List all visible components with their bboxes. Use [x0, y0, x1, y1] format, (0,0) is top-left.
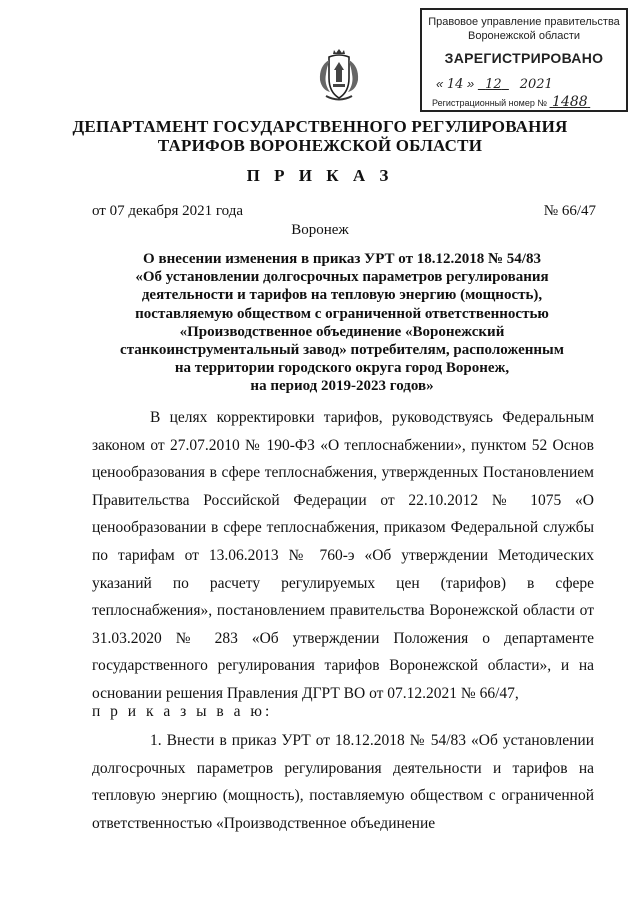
stamp-date-day: 14	[446, 77, 464, 92]
document-number: № 66/47	[543, 203, 596, 219]
stamp-date-month: 12	[485, 77, 502, 92]
stamp-date-year: 2021	[519, 77, 553, 92]
subject-line: «Производственное объединение «Воронежский	[179, 323, 505, 340]
document-subject	[92, 250, 592, 396]
subject-line: на период 2019-2023 годов»	[250, 378, 434, 395]
stamp-org-line2: Воронежской области	[467, 30, 580, 42]
registration-stamp	[420, 8, 628, 112]
stamp-registered: ЗАРЕГИСТРИРОВАНО	[444, 50, 604, 66]
department-title-line2: ТАРИФОВ ВОРОНЕЖСКОЙ ОБЛАСТИ	[157, 136, 483, 155]
document-type: П Р И К А З	[246, 166, 394, 185]
subject-line: станкоинструментальный завод» потребителям, расположенным	[120, 342, 564, 359]
stamp-reg-label: Регистрационный номер №	[432, 98, 548, 108]
order-item-1: 1. Внести в приказ УРТ от 18.12.2018 № 54/83 «Об установлении долгосрочных параметров регулирования деятельности и тарифов на тепловую энергию (мощность), поставляемую обществом с ограниченной ответственностью «Производственное объединение	[92, 732, 594, 832]
subject-line: «Об установлении долгосрочных параметров регулирования	[135, 269, 549, 286]
document-city: Воронеж	[291, 222, 349, 238]
stamp-date: « 14 » 12 2021	[436, 76, 553, 92]
department-title-line1: ДЕПАРТАМЕНТ ГОСУДАРСТВЕННОГО РЕГУЛИРОВАНИЯ	[72, 117, 568, 136]
coat-of-arms-icon	[316, 48, 362, 104]
subject-line: на территории городского округа город Воронеж,	[174, 360, 510, 377]
stamp-reg-value: 1488	[552, 94, 588, 110]
stamp-org-line1: Правовое управление правительства	[428, 16, 620, 28]
order-word: п р и к а з ы в а ю:	[92, 703, 273, 720]
stamp-reg-number	[432, 94, 590, 110]
preamble-paragraph: В целях корректировки тарифов, руководствуясь Федеральным законом от 27.07.2010 № 190-ФЗ «О теплоснабжении», пунктом 52 Основ ценообразования в сфере теплоснабжения, утвержденных Постановлением Правительства Российской Федерации от 22.10.2012 № 1075 «О ценообразовании в сфере теплоснабжения, приказом Федеральной службы по тарифам от 13.06.2013 № 760-э «Об утверждении Методических указаний по расчету регулируемых цен (тарифов) в сфере теплоснабжения», постановлением правительства Воронежской области от 31.03.2020 № 283 «Об утверждении Положения о департаменте государственного регулирования тарифов Воронежской области», и на основании решения Правления ДГРТ ВО от 07.12.2021 № 66/47,	[92, 409, 594, 702]
subject-line: деятельности и тарифов на тепловую энергию (мощность),	[141, 287, 543, 304]
document-date: от 07 декабря 2021 года	[92, 203, 244, 219]
subject-line: поставляемую обществом с ограниченной ответственностью	[135, 305, 549, 322]
subject-line: О внесении изменения в приказ УРТ от 18.12.2018 № 54/83	[143, 251, 541, 267]
